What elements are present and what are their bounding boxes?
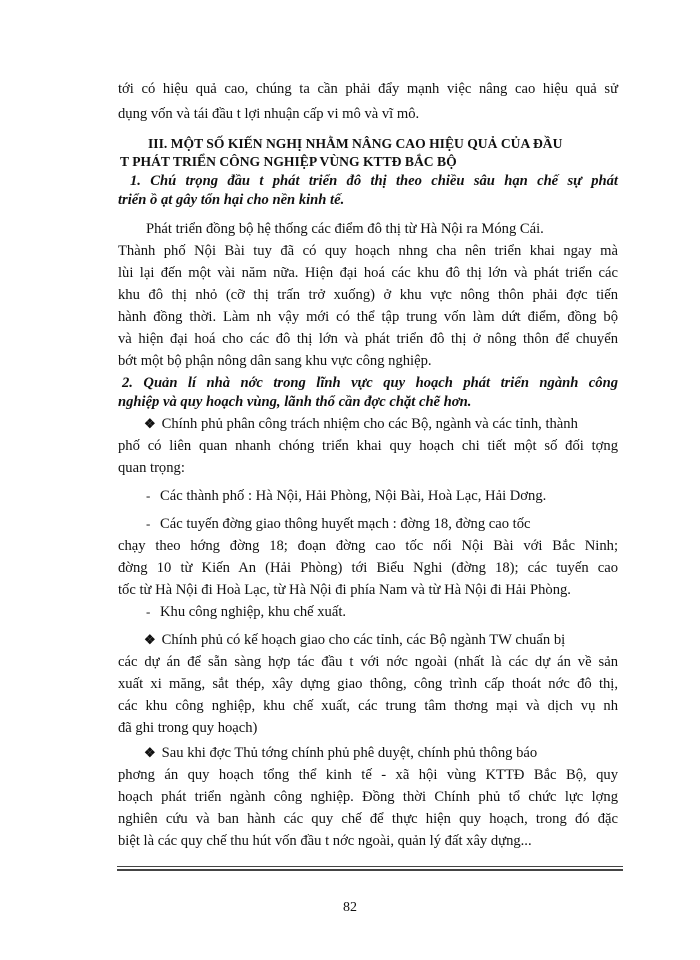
- section-heading-cont: T PHÁT TRIỂN CÔNG NGHIỆP VÙNG KTTĐ BẮC BỘ: [120, 154, 457, 169]
- paragraph-line: hành đồng thời. Làm nh vậy mới có thể tập trung vốn làm dứt điểm, đồng bộ: [118, 309, 618, 325]
- dash-bullet-icon: ‐: [146, 604, 151, 619]
- paragraph-line: đã ghi trong quy hoạch): [118, 720, 258, 736]
- text-line: dụng vốn và tái đầu t lợi nhuận cấp vi mô và vĩ mô.: [118, 106, 420, 122]
- paragraph-line: quan trọng:: [118, 460, 185, 476]
- diamond-bullet-icon: ❖: [144, 416, 156, 431]
- paragraph-line: lùi lại đến một vài năm nữa. Hiện đại hoá các khu đô thị lớn và phát triển các: [118, 265, 618, 281]
- section-heading: [148, 134, 620, 154]
- section-heading-line-1: III. MỘT SỐ KIẾN NGHỊ NHẰM NÂNG CAO HIỆU QUẢ CỦA ĐẦU: [148, 136, 563, 151]
- paragraph-line: khu đô thị nhỏ (cỡ thị trấn trở xuống) ở khu vực nông thôn phải đợc tiến: [118, 287, 618, 303]
- paragraph-line: các dự án để sẵn sàng hợp tác đầu t với nớc ngoài (nhất là các dự án về sản: [118, 654, 618, 670]
- paragraph-line: hoạch phát triển ngành công nghiệp. Đồng thời Chính phủ tổ chức lực lợng: [118, 789, 618, 805]
- diamond-bullet-icon: ❖: [144, 632, 156, 647]
- diamond-item: ❖ Chính phủ có kế hoạch giao cho các tỉnh, các Bộ ngành TW chuẩn bị: [144, 632, 566, 648]
- paragraph-line: xuất xi măng, sắt thép, xây dựng giao thông, công trình cấp thoát nớc đô thị,: [118, 676, 618, 692]
- footer-rule-thick: [117, 869, 623, 871]
- dash-bullet-icon: ‐: [146, 516, 151, 531]
- subheading-1-cont: triển ồ ạt gây tổn hại cho nền kinh tế.: [118, 192, 345, 208]
- paragraph-line: Phát triển đồng bộ hệ thống các điểm đô thị từ Hà Nội ra Móng Cái.: [146, 221, 544, 237]
- subheading-2-cont: nghiệp và quy hoạch vùng, lãnh thổ cần đợc chặt chẽ hơn.: [118, 394, 472, 410]
- diamond-item: ❖ Chính phủ phân công trách nhiệm cho các Bộ, ngành và các tỉnh, thành: [144, 416, 578, 432]
- paragraph-line: và hiện đại hoá cho các đô thị lớn và phát triển đô thị ở nông thôn để chuyển: [118, 331, 618, 347]
- paragraph-line: phơng án quy hoạch tổng thể kinh tế - xã hội vùng KTTĐ Bắc Bộ, quy: [118, 767, 618, 783]
- paragraph-line: đờng 10 từ Kiến An (Hải Phòng) tới Biểu Nghi (đờng 18); các tuyến cao: [118, 560, 618, 576]
- dash-item: ‐ Khu công nghiệp, khu chế xuất.: [146, 604, 347, 620]
- paragraph-line: nghiên cứu và ban hành các quy chế để thực hiện quy hoạch, trong đó đặc: [118, 811, 618, 827]
- paragraph-line: chạy theo hớng đờng 18; đoạn đờng cao tốc nối Nội Bài với Bắc Ninh;: [118, 538, 618, 554]
- paragraph-line: Thành phố Nội Bài tuy đã có quy hoạch nhng cha nên triển khai ngay mà: [118, 243, 618, 259]
- diamond-item: ❖ Sau khi đợc Thủ tớng chính phủ phê duyệt, chính phủ thông báo: [144, 745, 538, 761]
- dash-bullet-icon: ‐: [146, 488, 151, 503]
- subheading-1: 1. Chú trọng đầu t phát triển đô thị theo chiều sâu hạn chế sự phát: [130, 173, 618, 189]
- paragraph-line: bớt một bộ phận nông dân sang khu vực công nghiệp.: [118, 353, 432, 369]
- paragraph-line: các khu công nghiệp, khu chế xuất, các trung tâm thơng mại và dịch vụ nh: [118, 698, 618, 714]
- footer-rule: [117, 866, 623, 867]
- paragraph-line: tốc từ Hà Nội đi Hoà Lạc, từ Hà Nội đi phía Nam và từ Hà Nội đi Hải Phòng.: [118, 582, 571, 598]
- text-line: tới có hiệu quả cao, chúng ta cần phải đẩy mạnh việc nâng cao hiệu quả sử: [118, 81, 618, 97]
- paragraph-line: phố có liên quan nhanh chóng triển khai quy hoạch chi tiết một số đối tợng: [118, 438, 618, 454]
- page-number: 82: [343, 900, 357, 915]
- dash-item: ‐ Các tuyến đờng giao thông huyết mạch : đờng 18, đờng cao tốc: [146, 516, 531, 532]
- subheading-2: 2. Quản lí nhà nớc trong lĩnh vực quy hoạch phát triển ngành công: [122, 375, 618, 391]
- dash-item: ‐ Các thành phố : Hà Nội, Hải Phòng, Nội Bài, Hoà Lạc, Hải Dơng.: [146, 488, 547, 504]
- paragraph-line: biệt là các quy chế thu hút vốn đầu t nớc ngoài, quản lý đất xây dựng...: [118, 833, 532, 849]
- diamond-bullet-icon: ❖: [144, 745, 156, 760]
